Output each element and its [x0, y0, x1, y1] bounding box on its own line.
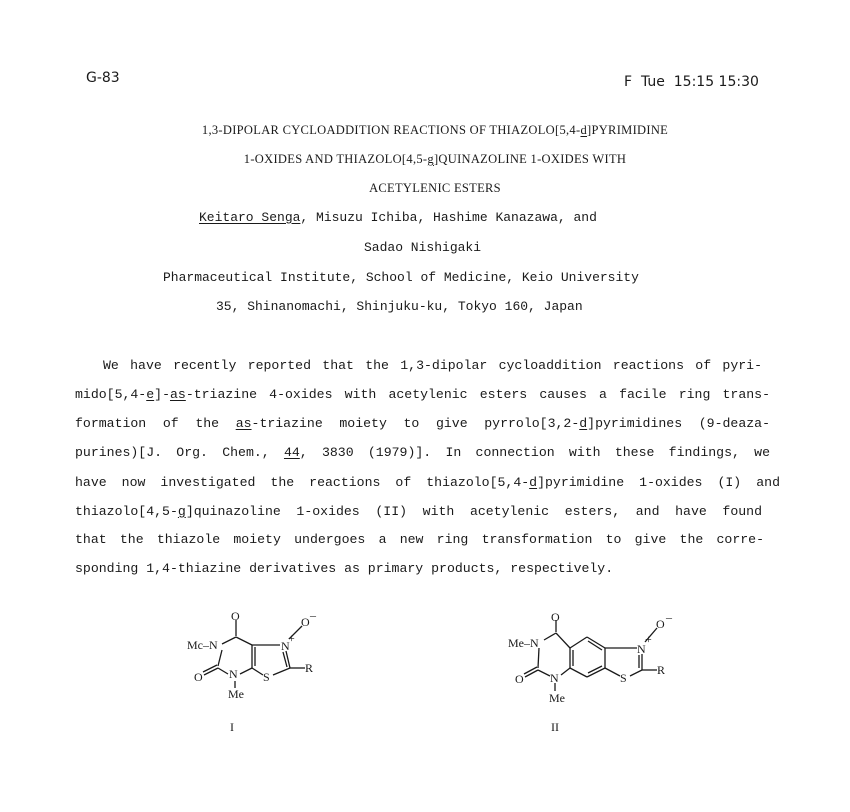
text-segment: Sadao Nishigaki	[364, 240, 482, 255]
atom-o: O	[515, 672, 524, 686]
underlined-text: d	[579, 416, 588, 431]
text-segment: -triazine moiety to give pyrrolo[3,2-	[251, 416, 580, 431]
atom-n-plus: N	[637, 642, 646, 656]
atom-o-minus: O	[656, 617, 665, 631]
text-segment: sponding 1,4-thiazine derivatives as primary products, respectively.	[75, 561, 614, 576]
text-segment: ]quinazoline 1-oxides (II) with acetylenic esters, and have found	[185, 504, 762, 519]
text-segment: purines)[J. Org. Chem.,	[75, 445, 284, 460]
substituent-r: R	[657, 663, 666, 677]
text-segment: 1,3-DIPOLAR CYCLOADDITION REACTIONS OF THIAZOLO[5,4-	[201, 123, 581, 137]
affiliation-line-2: 35, Shinanomachi, Shinjuku-ku, Tokyo 160, Japan	[216, 299, 583, 314]
text-segment: thiazolo[4,5-	[75, 504, 178, 519]
text-segment: have now investigated the reactions of thiazolo[5,4-	[75, 475, 530, 490]
charge-minus: –	[666, 610, 672, 624]
atom-o-minus: O	[301, 615, 310, 629]
text-segment: We have recently reported that the 1,3-dipolar cycloaddition reactions of pyri-	[103, 358, 762, 373]
underlined-text: g	[427, 152, 434, 166]
atom-methyl: Me	[228, 687, 244, 701]
atom-s: S	[263, 670, 270, 684]
text-segment: -triazine 4-oxides with acetylenic esters causes a facile ring trans-	[185, 387, 770, 402]
text-segment: ACETYLENIC ESTERS	[369, 181, 501, 195]
charge-minus: –	[310, 608, 316, 622]
underlined-text: as	[235, 416, 252, 431]
text-segment: , 3830 (1979)]. In connection with these findings, we	[299, 445, 770, 460]
text-segment: formation of the	[75, 416, 236, 431]
charge-plus: +	[645, 632, 652, 646]
atom-o: O	[194, 670, 203, 684]
compound-label: II	[551, 720, 559, 734]
atom-o: O	[231, 609, 240, 623]
atom-n-methyl: Me–N	[508, 636, 539, 650]
structure-I-labels	[187, 608, 317, 734]
text-segment: ]pyrimidine 1-oxides (I) and	[537, 475, 780, 490]
atom-methyl: Me	[549, 691, 565, 705]
text-segment: that the thiazole moiety undergoes a new ring transformation to give the corre-	[75, 532, 764, 547]
charge-plus: +	[288, 631, 295, 645]
atom-n: N	[229, 667, 238, 681]
text-segment: ]PYRIMIDINE	[587, 123, 669, 137]
page-code: G-83	[86, 70, 120, 86]
text-segment: ]-	[154, 387, 170, 402]
underlined-text: 44	[283, 445, 300, 460]
text-segment: ]pyrimidines (9-deaza-	[587, 416, 770, 431]
underlined-text: e	[146, 387, 155, 402]
affiliation-line-1: Pharmaceutical Institute, School of Medicine, Keio University	[163, 270, 639, 285]
underlined-text: Keitaro Senga	[199, 210, 301, 225]
text-segment: ]QUINAZOLINE 1-OXIDES WITH	[433, 152, 627, 166]
underlined-text: g	[177, 504, 186, 519]
atom-n-plus: N	[281, 639, 290, 653]
underlined-text: d	[529, 475, 538, 490]
text-segment: 1-OXIDES AND THIAZOLO[4,5-	[243, 152, 428, 166]
atom-s: S	[620, 671, 627, 685]
compound-label: I	[230, 720, 234, 734]
underlined-text: d	[580, 123, 588, 137]
text-segment: mido[5,4-	[75, 387, 147, 402]
underlined-text: as	[169, 387, 186, 402]
atom-o: O	[551, 610, 560, 624]
session-time: F Tue 15:15 15:30	[624, 74, 759, 90]
atom-n-methyl: Mc–N	[187, 638, 218, 652]
atom-n: N	[550, 671, 559, 685]
substituent-r: R	[305, 661, 314, 675]
text-segment: , Misuzu Ichiba, Hashime Kanazawa, and	[300, 210, 597, 225]
